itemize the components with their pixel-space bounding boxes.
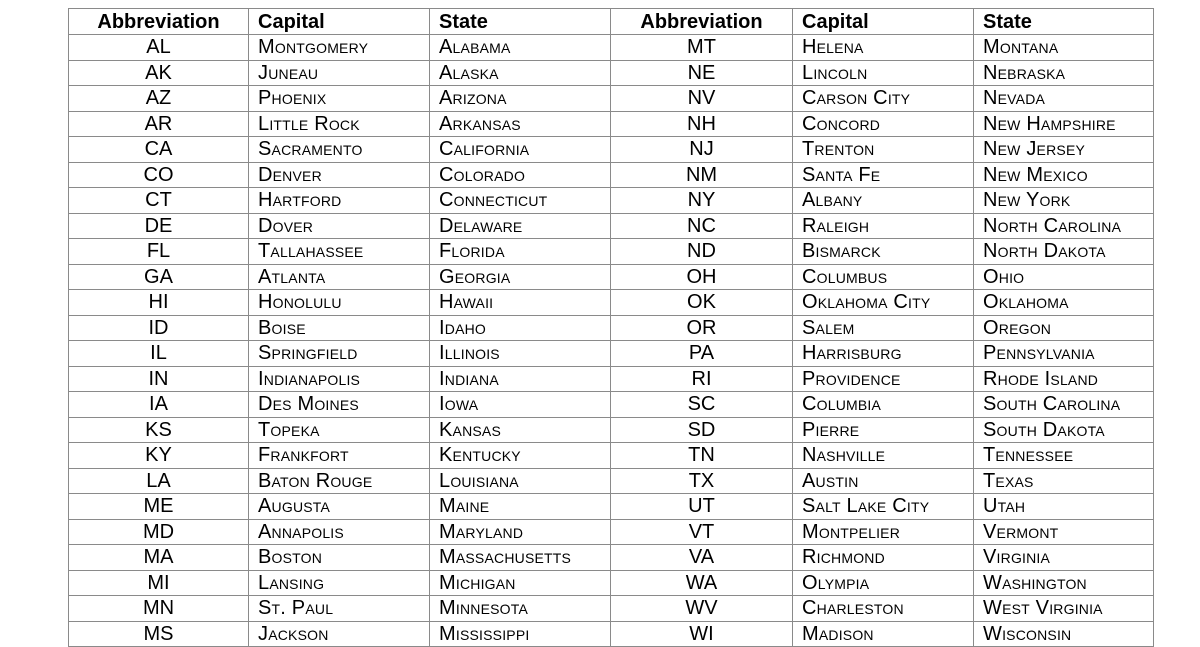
state-name-right: Pennsylvania	[974, 341, 1154, 367]
state-name-left: Idaho	[430, 315, 611, 341]
state-name-left: Indiana	[430, 366, 611, 392]
state-abbreviation-left: CA	[69, 137, 249, 163]
state-abbreviation-right: OR	[611, 315, 793, 341]
state-abbreviation-right: RI	[611, 366, 793, 392]
state-abbreviation-left: IN	[69, 366, 249, 392]
capital-name-right: Raleigh	[793, 213, 974, 239]
state-name-right: Ohio	[974, 264, 1154, 290]
state-abbreviation-right: TN	[611, 443, 793, 469]
state-name-left: Connecticut	[430, 188, 611, 214]
state-name-left: Kentucky	[430, 443, 611, 469]
capital-name-left: Honolulu	[249, 290, 430, 316]
state-name-right: New Mexico	[974, 162, 1154, 188]
state-name-right: Wisconsin	[974, 621, 1154, 646]
capital-name-left: Baton Rouge	[249, 468, 430, 494]
capital-name-right: Pierre	[793, 417, 974, 443]
capital-name-right: Lincoln	[793, 60, 974, 86]
capital-name-left: Topeka	[249, 417, 430, 443]
capital-name-left: Tallahassee	[249, 239, 430, 265]
state-name-left: Minnesota	[430, 596, 611, 622]
capital-name-right: Charleston	[793, 596, 974, 622]
table-row	[69, 519, 1154, 545]
state-name-right: North Dakota	[974, 239, 1154, 265]
state-abbreviation-right: PA	[611, 341, 793, 367]
state-abbreviation-left: MD	[69, 519, 249, 545]
state-name-left: Alabama	[430, 35, 611, 61]
capital-name-left: Boston	[249, 545, 430, 571]
table-row	[69, 443, 1154, 469]
state-name-left: Arizona	[430, 86, 611, 112]
capital-name-right: Madison	[793, 621, 974, 646]
state-name-right: New Jersey	[974, 137, 1154, 163]
table-row	[69, 188, 1154, 214]
table-row	[69, 162, 1154, 188]
header-capital-right: Capital	[793, 9, 974, 35]
state-abbreviation-left: CT	[69, 188, 249, 214]
state-name-left: Kansas	[430, 417, 611, 443]
state-name-left: Maine	[430, 494, 611, 520]
table-row	[69, 86, 1154, 112]
capital-name-right: Trenton	[793, 137, 974, 163]
table-row	[69, 60, 1154, 86]
state-abbreviation-left: MA	[69, 545, 249, 571]
state-abbreviation-right: NC	[611, 213, 793, 239]
capital-name-right: Richmond	[793, 545, 974, 571]
state-name-right: Nebraska	[974, 60, 1154, 86]
header-abbreviation-right: Abbreviation	[611, 9, 793, 35]
state-name-right: Montana	[974, 35, 1154, 61]
capital-name-right: Olympia	[793, 570, 974, 596]
capital-name-right: Providence	[793, 366, 974, 392]
state-name-left: Massachusetts	[430, 545, 611, 571]
state-abbreviation-left: KY	[69, 443, 249, 469]
capital-name-right: Albany	[793, 188, 974, 214]
capital-name-left: Little Rock	[249, 111, 430, 137]
state-abbreviation-left: AR	[69, 111, 249, 137]
capital-name-left: Augusta	[249, 494, 430, 520]
state-name-right: New York	[974, 188, 1154, 214]
header-state-right: State	[974, 9, 1154, 35]
table-row	[69, 264, 1154, 290]
table-body	[69, 35, 1154, 647]
header-state-left: State	[430, 9, 611, 35]
state-name-right: New Hampshire	[974, 111, 1154, 137]
state-name-right: Utah	[974, 494, 1154, 520]
state-abbreviation-right: OK	[611, 290, 793, 316]
capital-name-right: Salt Lake City	[793, 494, 974, 520]
state-abbreviation-left: AK	[69, 60, 249, 86]
state-abbreviation-right: VT	[611, 519, 793, 545]
state-capitals-table-container	[68, 8, 1153, 647]
capital-name-right: Harrisburg	[793, 341, 974, 367]
table-row	[69, 468, 1154, 494]
state-abbreviation-left: LA	[69, 468, 249, 494]
table-row	[69, 596, 1154, 622]
capital-name-right: Salem	[793, 315, 974, 341]
table-row	[69, 137, 1154, 163]
capital-name-left: Phoenix	[249, 86, 430, 112]
capital-name-right: Columbus	[793, 264, 974, 290]
capital-name-left: Springfield	[249, 341, 430, 367]
capital-name-right: Austin	[793, 468, 974, 494]
state-abbreviation-left: DE	[69, 213, 249, 239]
state-abbreviation-right: OH	[611, 264, 793, 290]
state-name-right: Oklahoma	[974, 290, 1154, 316]
table-row	[69, 545, 1154, 571]
state-name-right: Nevada	[974, 86, 1154, 112]
state-abbreviation-right: WA	[611, 570, 793, 596]
capital-name-right: Columbia	[793, 392, 974, 418]
state-abbreviation-left: MI	[69, 570, 249, 596]
capital-name-left: Denver	[249, 162, 430, 188]
state-name-right: Washington	[974, 570, 1154, 596]
state-abbreviation-left: CO	[69, 162, 249, 188]
state-name-right: Vermont	[974, 519, 1154, 545]
capital-name-left: Montgomery	[249, 35, 430, 61]
state-name-left: Florida	[430, 239, 611, 265]
state-abbreviation-left: ME	[69, 494, 249, 520]
capital-name-left: Des Moines	[249, 392, 430, 418]
state-abbreviation-right: NJ	[611, 137, 793, 163]
state-abbreviation-right: NE	[611, 60, 793, 86]
state-abbreviation-right: VA	[611, 545, 793, 571]
state-abbreviation-right: UT	[611, 494, 793, 520]
table-row	[69, 494, 1154, 520]
state-abbreviation-left: HI	[69, 290, 249, 316]
state-name-left: Delaware	[430, 213, 611, 239]
table-row	[69, 315, 1154, 341]
state-abbreviation-left: MS	[69, 621, 249, 646]
state-name-left: Alaska	[430, 60, 611, 86]
state-abbreviation-left: MN	[69, 596, 249, 622]
state-abbreviation-right: MT	[611, 35, 793, 61]
state-abbreviation-right: NV	[611, 86, 793, 112]
state-name-right: Virginia	[974, 545, 1154, 571]
capital-name-right: Bismarck	[793, 239, 974, 265]
state-name-right: South Dakota	[974, 417, 1154, 443]
table-row	[69, 239, 1154, 265]
state-abbreviation-left: FL	[69, 239, 249, 265]
state-name-left: Georgia	[430, 264, 611, 290]
table-row	[69, 392, 1154, 418]
state-abbreviation-right: ND	[611, 239, 793, 265]
capital-name-left: Indianapolis	[249, 366, 430, 392]
capital-name-right: Santa Fe	[793, 162, 974, 188]
state-abbreviation-right: WV	[611, 596, 793, 622]
table-row	[69, 35, 1154, 61]
state-name-right: South Carolina	[974, 392, 1154, 418]
state-abbreviation-left: IL	[69, 341, 249, 367]
capital-name-right: Concord	[793, 111, 974, 137]
state-abbreviation-left: KS	[69, 417, 249, 443]
state-name-left: Illinois	[430, 341, 611, 367]
state-abbreviation-left: AZ	[69, 86, 249, 112]
table-row	[69, 621, 1154, 646]
state-abbreviation-left: GA	[69, 264, 249, 290]
state-capitals-table	[68, 8, 1154, 647]
capital-name-left: Boise	[249, 315, 430, 341]
state-name-right: Rhode Island	[974, 366, 1154, 392]
capital-name-left: Sacramento	[249, 137, 430, 163]
capital-name-left: St. Paul	[249, 596, 430, 622]
state-name-right: North Carolina	[974, 213, 1154, 239]
table-row	[69, 341, 1154, 367]
capital-name-left: Hartford	[249, 188, 430, 214]
table-row	[69, 213, 1154, 239]
state-name-left: California	[430, 137, 611, 163]
state-abbreviation-right: SC	[611, 392, 793, 418]
capital-name-left: Dover	[249, 213, 430, 239]
state-abbreviation-right: SD	[611, 417, 793, 443]
state-name-left: Iowa	[430, 392, 611, 418]
state-name-right: Texas	[974, 468, 1154, 494]
state-name-left: Colorado	[430, 162, 611, 188]
table-row	[69, 417, 1154, 443]
header-capital-left: Capital	[249, 9, 430, 35]
state-name-left: Hawaii	[430, 290, 611, 316]
capital-name-left: Juneau	[249, 60, 430, 86]
state-name-right: Oregon	[974, 315, 1154, 341]
state-abbreviation-right: WI	[611, 621, 793, 646]
table-row	[69, 290, 1154, 316]
state-abbreviation-left: IA	[69, 392, 249, 418]
state-name-left: Arkansas	[430, 111, 611, 137]
state-name-left: Mississippi	[430, 621, 611, 646]
state-abbreviation-right: NY	[611, 188, 793, 214]
state-abbreviation-right: NM	[611, 162, 793, 188]
capital-name-left: Atlanta	[249, 264, 430, 290]
state-name-right: West Virginia	[974, 596, 1154, 622]
capital-name-left: Jackson	[249, 621, 430, 646]
state-abbreviation-right: NH	[611, 111, 793, 137]
header-row	[69, 9, 1154, 35]
state-abbreviation-left: AL	[69, 35, 249, 61]
capital-name-left: Lansing	[249, 570, 430, 596]
table-row	[69, 111, 1154, 137]
header-abbreviation-left: Abbreviation	[69, 9, 249, 35]
capital-name-left: Frankfort	[249, 443, 430, 469]
state-name-left: Louisiana	[430, 468, 611, 494]
state-name-left: Michigan	[430, 570, 611, 596]
capital-name-right: Oklahoma City	[793, 290, 974, 316]
capital-name-right: Montpelier	[793, 519, 974, 545]
state-name-right: Tennessee	[974, 443, 1154, 469]
state-abbreviation-right: TX	[611, 468, 793, 494]
state-name-left: Maryland	[430, 519, 611, 545]
capital-name-left: Annapolis	[249, 519, 430, 545]
table-row	[69, 570, 1154, 596]
table-row	[69, 366, 1154, 392]
state-abbreviation-left: ID	[69, 315, 249, 341]
capital-name-right: Helena	[793, 35, 974, 61]
capital-name-right: Nashville	[793, 443, 974, 469]
capital-name-right: Carson City	[793, 86, 974, 112]
